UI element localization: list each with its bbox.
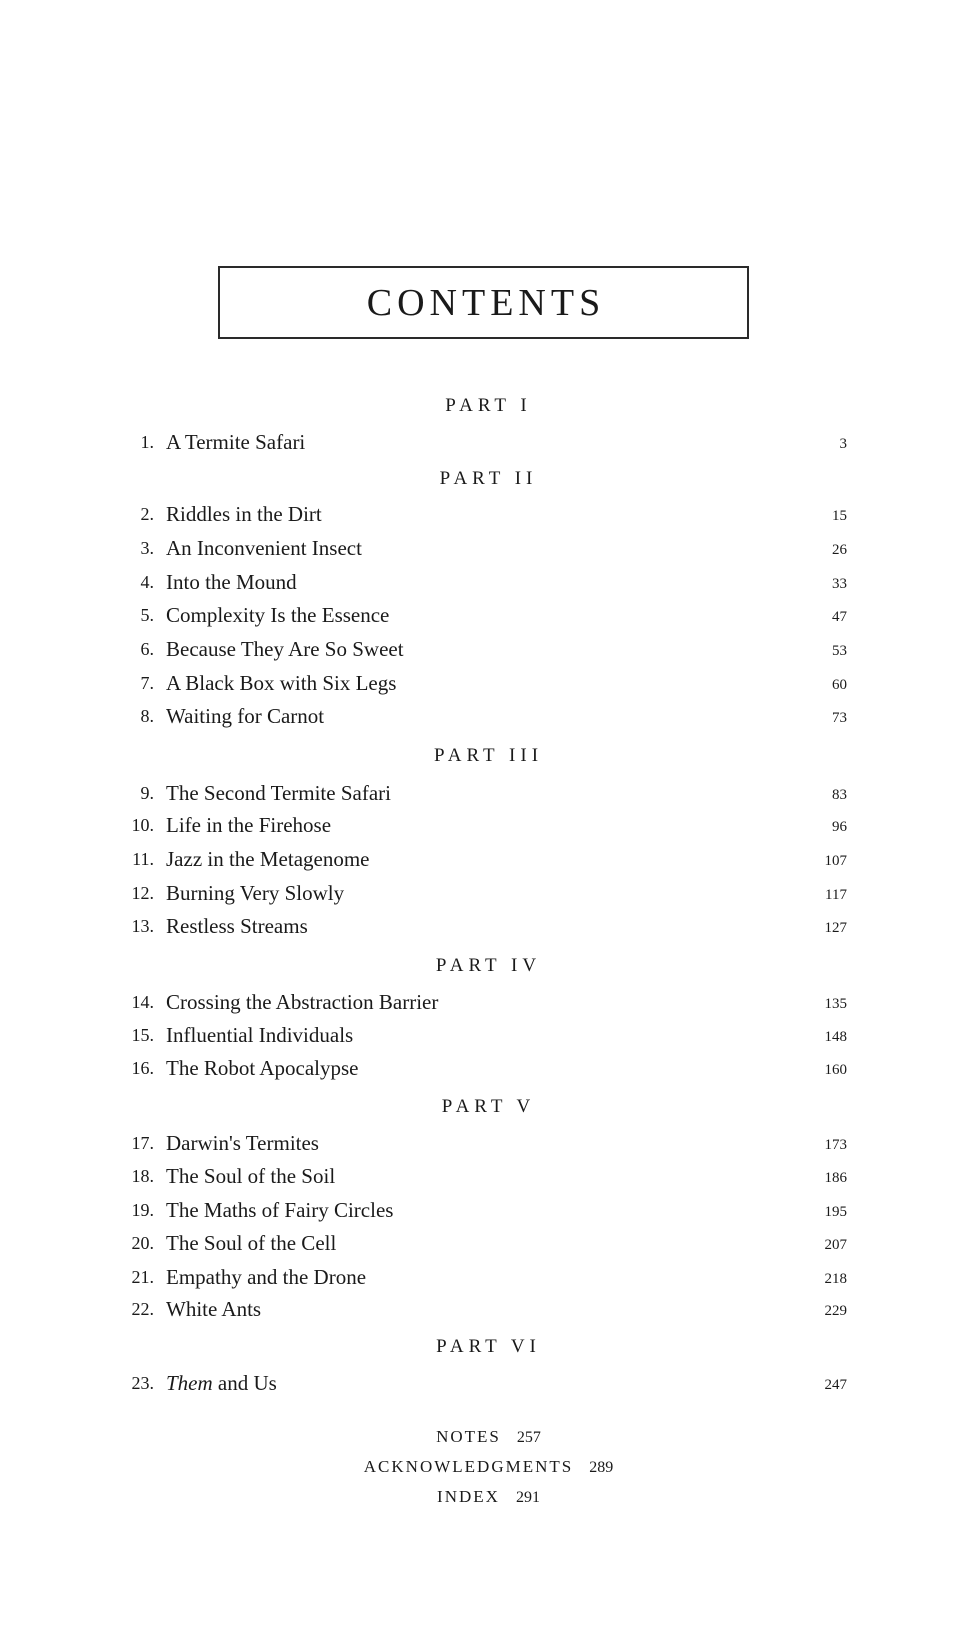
toc-entry[interactable] <box>0 1054 977 1082</box>
chapter-title: Darwin's Termites <box>166 1131 319 1155</box>
chapter-title: The Soul of the Soil <box>166 1164 336 1188</box>
page-number: 107 <box>824 853 847 869</box>
page-number: 195 <box>824 1204 847 1220</box>
chapter-title: The Second Termite Safari <box>166 781 391 805</box>
toc-entry[interactable] <box>0 500 977 528</box>
chapter-number: 8. <box>140 706 154 726</box>
chapter-number: 18. <box>131 1166 154 1186</box>
chapter-title: Because They Are So Sweet <box>166 637 404 661</box>
chapter-title-italic: Them <box>166 1371 213 1395</box>
page-number: 96 <box>832 819 847 835</box>
page-number: 229 <box>824 1303 847 1319</box>
page-number: 83 <box>832 787 847 803</box>
page-number: 207 <box>824 1237 847 1253</box>
part-heading: PART II <box>439 468 538 489</box>
part-heading: PART IV <box>435 955 542 976</box>
chapter-title: Waiting for Carnot <box>166 704 325 728</box>
page-number: 117 <box>825 887 847 903</box>
toc-entry[interactable] <box>0 534 977 562</box>
page-number: 53 <box>832 643 847 659</box>
back-matter-label: INDEX <box>437 1487 500 1506</box>
page-number: 33 <box>832 576 847 592</box>
toc-entry[interactable] <box>0 912 977 940</box>
part-heading: PART VI <box>436 1336 541 1357</box>
page-number: 173 <box>824 1137 847 1153</box>
chapter-number: 14. <box>131 992 154 1012</box>
toc-entry[interactable] <box>0 1229 977 1257</box>
chapter-title: Crossing the Abstraction Barrier <box>166 990 439 1014</box>
back-matter-entry[interactable] <box>0 1486 977 1509</box>
chapter-title <box>166 1369 277 1397</box>
page-number: 247 <box>824 1377 847 1393</box>
page-number: 127 <box>824 920 847 936</box>
chapter-number: 17. <box>131 1133 154 1153</box>
toc-entry[interactable] <box>0 428 977 456</box>
chapter-title: The Maths of Fairy Circles <box>166 1198 394 1222</box>
back-matter-entry[interactable] <box>0 1426 977 1449</box>
chapter-number: 20. <box>131 1233 154 1253</box>
page-number: 47 <box>832 609 847 625</box>
toc-entry[interactable] <box>0 1295 977 1323</box>
page-number: 186 <box>824 1170 847 1186</box>
page-number: 60 <box>832 677 847 693</box>
page-number: 26 <box>832 542 847 558</box>
page-number: 73 <box>832 710 847 726</box>
back-matter-page: 291 <box>515 1489 540 1506</box>
toc-entry[interactable] <box>0 988 977 1016</box>
chapter-number: 9. <box>140 783 154 803</box>
chapter-number: 4. <box>140 572 154 592</box>
toc-entry[interactable] <box>0 1021 977 1049</box>
chapter-title: The Robot Apocalypse <box>166 1056 359 1080</box>
chapter-number: 10. <box>131 815 154 835</box>
part-heading: PART III <box>433 745 544 766</box>
chapter-title: White Ants <box>166 1297 262 1321</box>
toc-entry[interactable] <box>0 635 977 663</box>
page-number: 160 <box>824 1062 847 1078</box>
back-matter-entry[interactable] <box>0 1456 977 1479</box>
chapter-number: 21. <box>131 1267 154 1287</box>
chapter-title: A Black Box with Six Legs <box>166 671 397 695</box>
chapter-title: An Inconvenient Insect <box>166 536 362 560</box>
toc-entry[interactable] <box>0 1196 977 1224</box>
page-number: 218 <box>824 1271 847 1287</box>
chapter-title: Restless Streams <box>166 914 308 938</box>
chapter-number: 7. <box>140 673 154 693</box>
chapter-number: 5. <box>140 605 154 625</box>
chapter-title: A Termite Safari <box>166 430 306 454</box>
part-heading: PART I <box>445 395 532 416</box>
toc-entry[interactable] <box>0 601 977 629</box>
page-number: 15 <box>832 508 847 524</box>
chapter-title: Empathy and the Drone <box>166 1265 367 1289</box>
chapter-number: 16. <box>131 1058 154 1078</box>
chapter-title: Influential Individuals <box>166 1023 354 1047</box>
toc-entry[interactable] <box>0 1369 977 1397</box>
chapter-title: Life in the Firehose <box>166 813 332 837</box>
toc-entry[interactable] <box>0 568 977 596</box>
chapter-number: 13. <box>131 916 154 936</box>
page-title: CONTENTS <box>366 281 606 324</box>
chapter-title-rest: and Us <box>212 1371 277 1395</box>
chapter-title: Riddles in the Dirt <box>166 502 322 526</box>
page-number: 3 <box>839 436 847 452</box>
toc-entry[interactable] <box>0 669 977 697</box>
chapter-number: 22. <box>131 1299 154 1319</box>
back-matter-label: ACKNOWLEDGMENTS <box>363 1457 574 1476</box>
part-heading: PART V <box>441 1096 536 1117</box>
toc-entry[interactable] <box>0 1129 977 1157</box>
chapter-number: 1. <box>140 432 154 452</box>
page-number: 135 <box>824 996 847 1012</box>
chapter-title: Complexity Is the Essence <box>166 603 390 627</box>
back-matter-page: 289 <box>589 1459 614 1476</box>
back-matter-page: 257 <box>516 1429 541 1446</box>
chapter-number: 3. <box>140 538 154 558</box>
toc-entry[interactable] <box>0 845 977 873</box>
chapter-number: 19. <box>131 1200 154 1220</box>
chapter-number: 23. <box>131 1373 154 1393</box>
chapter-number: 2. <box>140 504 154 524</box>
contents-title-box <box>218 266 749 339</box>
chapter-title: The Soul of the Cell <box>166 1231 337 1255</box>
toc-entry[interactable] <box>0 879 977 907</box>
toc-entry[interactable] <box>0 1263 977 1291</box>
toc-entry[interactable] <box>0 811 977 839</box>
back-matter-label: NOTES <box>436 1427 501 1446</box>
toc-entry[interactable] <box>0 702 977 730</box>
chapter-number: 11. <box>132 849 154 869</box>
chapter-title: Jazz in the Metagenome <box>166 847 370 871</box>
chapter-number: 15. <box>131 1025 154 1045</box>
toc-entry[interactable] <box>0 779 977 807</box>
chapter-number: 12. <box>131 883 154 903</box>
chapter-number: 6. <box>140 639 154 659</box>
chapter-title: Burning Very Slowly <box>166 881 345 905</box>
chapter-title: Into the Mound <box>166 570 297 594</box>
toc-entry[interactable] <box>0 1162 977 1190</box>
page-number: 148 <box>824 1029 847 1045</box>
